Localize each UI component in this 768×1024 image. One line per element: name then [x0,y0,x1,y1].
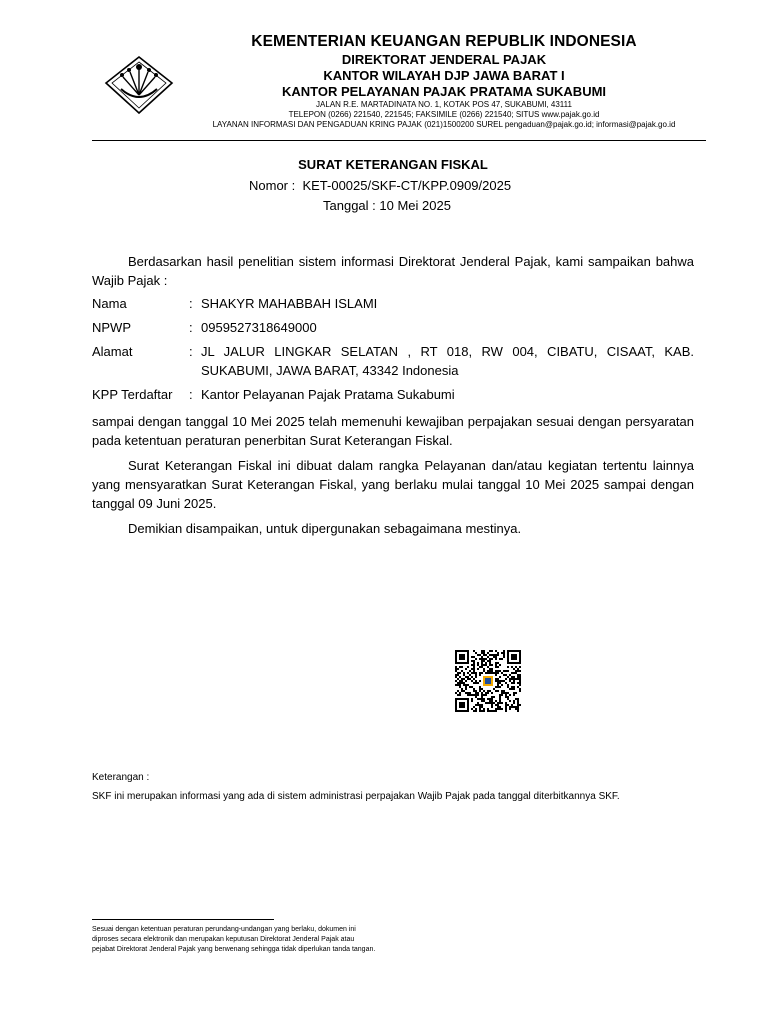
document-number: Nomor : KET-00025/SKF-CT/KPP.0909/2025 [249,178,512,193]
document-date: Tanggal : 10 Mei 2025 [323,198,451,213]
letterhead-tax-office: KANTOR PELAYANAN PAJAK PRATAMA SUKABUMI [281,84,607,99]
closing-paragraph: Demikian disampaikan, untuk dipergunakan sebagaimana mestinya. [128,521,522,536]
field-colon: : [189,296,193,311]
field-colon: : [189,387,193,402]
field-value: 0959527318649000 [201,320,317,335]
footnote-line: Sesuai dengan ketentuan peraturan perundang-undangan yang berlaku, dokumen ini [92,926,356,933]
footnote-divider [92,919,274,920]
field-label: KPP Terdaftar [92,387,173,402]
footnote-line: pejabat Direktorat Jenderal Pajak yang berwenang sehingga tidak diperlukan tanda tangan. [92,946,376,953]
intro-paragraph: Berdasarkan hasil penelitian sistem informasi Direktorat Jenderal Pajak, kami sampaikan bahwa Wajib Pajak : [92,254,694,288]
field-label: NPWP [92,320,131,335]
letterhead-contact: TELEPON (0266) 221540, 221545; FAKSIMILE (0266) 221540; SITUS www.pajak.go.id [288,110,600,119]
letterhead-ministry: KEMENTERIAN KEUANGAN REPUBLIK INDONESIA [251,33,637,50]
footnote [92,925,432,955]
document-title: SURAT KETERANGAN FISKAL [298,157,488,172]
qr-code-icon [455,650,521,712]
field-label: Alamat [92,344,133,359]
field-value: SHAKYR MAHABBAH ISLAMI [201,296,378,311]
compliance-paragraph: sampai dengan tanggal 10 Mei 2025 telah memenuhi kewajiban perpajakan sesuai dengan persyaratan pada ketentuan peraturan penerbitan Surat Keterangan Fiskal. [92,414,694,448]
letterhead-service: LAYANAN INFORMASI DAN PENGADUAN KRING PAJAK (021)1500200 SUREL pengaduan@pajak.go.id; informasi@pajak.go.id [212,120,676,129]
letterhead-regional-office: KANTOR WILAYAH DJP JAWA BARAT I [323,68,565,83]
validity-paragraph: Surat Keterangan Fiskal ini dibuat dalam rangka Pelayanan dan/atau kegiatan tertentu lainnya yang mensyaratkan Surat Keterangan Fiskal, yang berlaku mulai tanggal 10 Mei 2025 sampai dengan tanggal 09 Juni 2025. [92,458,694,511]
notes-text: SKF ini merupakan informasi yang ada di sistem administrasi perpajakan Wajib Pajak pada tanggal diterbitkannya SKF. [92,791,620,802]
field-value: Kantor Pelayanan Pajak Pratama Sukabumi [201,387,455,402]
field-colon: : [189,320,193,335]
letterhead-directorate: DIREKTORAT JENDERAL PAJAK [341,52,547,67]
field-label: Nama [92,296,127,311]
field-colon: : [189,344,193,359]
letterhead-address: JALAN R.E. MARTADINATA NO. 1, KOTAK POS 47, SUKABUMI, 43111 [316,100,572,109]
field-value: JL JALUR LINGKAR SELATAN , RT 018, RW 004, CIBATU, CISAAT, KAB. SUKABUMI, JAWA BARAT, 43342 Indonesia [201,344,694,378]
notes-label: Keterangan : [92,772,150,783]
letterhead-divider [92,140,706,141]
kemenkeu-logo-icon [104,55,174,115]
footnote-line: diproses secara elektronik dan merupakan keputusan Direktorat Jenderal Pajak atau [92,936,355,943]
